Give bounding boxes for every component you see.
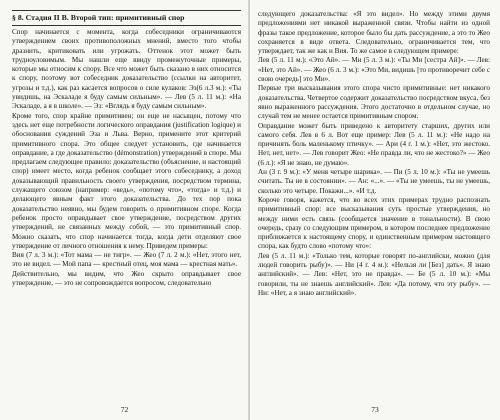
- paragraph: Короче говоря, кажется, что во всех этих примерах трудно распознать примитивный спор: все высказывания суть простые утверждения, но между ними есть связь (сообщается значение в тональности). В свою очередь, сразу со следующим примером, в котором последнее предложение приближается к настоящему спору, и единственным примером настоящего спора, как будто слово «потому что»:: [258, 195, 490, 251]
- paragraph: Кроме того, спор крайне примитивен; он еще не насыщен, потому что здесь нет еще потребности логического оправдания (justification logique) и обоснования суждений Эза и Льва. Верно, примените этот критерий примитивного спора. Это общее следует установить, где начинается оправдание, а где доказательство (démonstration) утверждений в споре. Мы предлагаем следующее правило: доказательство (объяснение, и настоящий спор) имеет место, когда ребенок сообщает этого собеседнику, а доход доказывающий правильность своего утверждения, посредством термина, служащего союзом (например: «ведь», «потому что», «тогда» и т.д.) и делающего явным факт этого доказательства. До тех пор пока доказательство неявно, мы будем говорить о примитивном споре. Когда ребенок просто оправдывает свое утверждение, посредством других утверждений, не связанных между собой, — это примитивный спор. Можно сказать, что спор начинается тогда, когда дети отделяют свое утверждение от личного отношения к нему. Приведем примеры:: [12, 111, 241, 250]
- section-heading: § 8. Стадия II В. Второй тип: примитивный спор: [12, 13, 185, 22]
- page-number: 72: [120, 404, 129, 414]
- left-page: [0, 0, 249, 420]
- paragraph: Спор начинается с момента, когда собеседники ограничиваются утверждением своих противоположных мнений, вместо того чтобы дразнить, критиковать или угрожать. Оттенок этот может быть трудноуловимым. Мы нашли еще ввиду промежуточные примеры, которые мы относим к спору. Все что может быть сказано в них относится к спору, поэтому вот собеседник доказательство (ссылки на авторитет, угрозы и т.д.), как раз касается вопросов о силе кулаков: Эз(6 л.3 м.): «Ты увидишь, на Эскаладе я буду самым сильным». — Лев (5 л. 11 м.): «На Эскаладе, а я в школе». — Эз: «Вглядь я буду самым сильным».: [12, 28, 241, 111]
- paragraph: Лев (5 л. 11 м.): «Это Ай». — Ми (5 л. 3 м.): «Ты Ми [сестра Ай]». — Лев: «Нет, это Ай». — Жео (6 л. 3 м.): «Это Ми, видишь [то противоречит себе с свою очередь] это Ми».: [258, 56, 490, 84]
- paragraph: Лев (5 л. 11 м.): «Только тем, которые говорят по-английски, можно (для людей говорить рыбу)». — Ни (4 г. 4 м.): «Нельзя ли [Без] дать». Я знаю английский». — Лев: «Нет, это не правда». — Бе (5 л. 10 м.): «Мы говорили, ты не знаешь английский». Лев: «Да потому, что эту рыбу». — Ни: «Нет, а я знаю английский».: [258, 251, 490, 297]
- paragraph: Вия (7 л. 3 м.): «Тот мама — не тигр». — Жео (7 л. 2 м.): «Нет, этого нет, это не видел. — Мой папа — крестный отец, моя мама — крестная мать».: [12, 251, 241, 269]
- paragraph: Оправдание может быть приведено к авторитету старших, других или самого себя. Лев в 6 л. Вот еще пример: Лев (5 л. 11 м.): «Не надо на причинять боль маленькому птичку». — Ари (4 г. 1 м.): «Нет, это жестоко. Нет, нет, нет». — Лев говорит Жео: «Не правда ли, что не жестоко?» — Жео (6 л.): «Я не знаю, не думаю».: [258, 121, 490, 167]
- heading-rule: [12, 25, 241, 26]
- page-number: 73: [371, 404, 379, 414]
- paragraph: Действительно, мы видим, что Жео скрыто оправдывает свое утверждение, — это не сопровождается вопросом, следовательно: [12, 269, 241, 288]
- paragraph: Ан (3 г. 9 м.): «У меня четыре шарика». — Пи (5 л. 10 м.): «Ты не умеешь считать. Ты не в состоянии». — Ан: «...». — «Ты не умеешь, ты не умеешь, сколько это четыре. Покажи...». «И т.д.: [258, 168, 490, 195]
- paragraph: следующего доказательства: «Я это видел». Но между этими двумя предложениями нет никакой выраженной связи. Чтобы найти из одной фразы такое предложение, которое было бы дать рассуждение, а это то Жео сохраняется в виде ответа. Следовательно, ограничивается тем, что утверждает, так же как и Вия. То же самое в следующем примере:: [258, 10, 490, 56]
- top-rule: [12, 10, 241, 11]
- paragraph: Первые три высказывания этого спора чисто примитивные: нет никакого доказательства. Четвертое содержит доказательство посредством вкуса, без явно выраженного рассуждения. Этого достаточно в отдельном случае, но случай тем не менее остается примитивным спором.: [258, 84, 490, 121]
- right-page: [250, 0, 500, 420]
